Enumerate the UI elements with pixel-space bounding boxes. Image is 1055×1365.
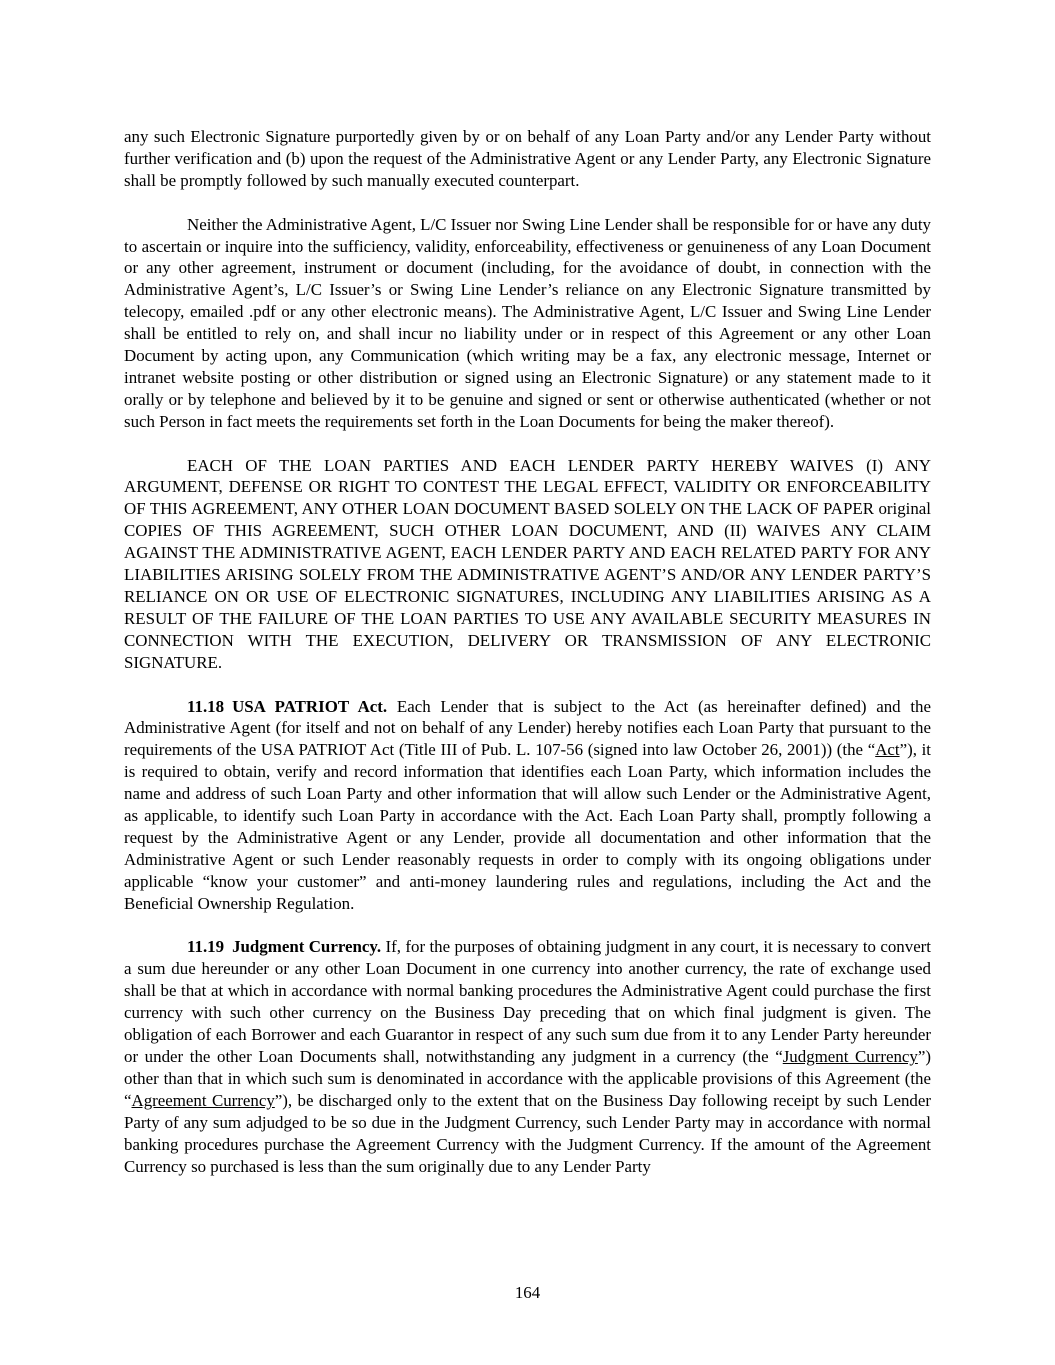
defined-term-act: Act — [875, 740, 900, 760]
section-number: 11.19 — [187, 937, 225, 957]
section-number: 11.18 — [187, 696, 225, 716]
section-text: Each Lender that is subject to the Act (as hereinafter defined) and the Administrative Agent (for itself and not on behalf of any Lender) hereby notifies each Loan Party that pursuant to the requirements of the USA PATRIOT Act (Title III of Pub. L. 107-56 (signed into law October 26, 2001)) (the “ — [124, 696, 931, 760]
paragraph-waiver — [124, 455, 931, 674]
document-page — [124, 126, 931, 1199]
section-text: ”), it is required to obtain, verify and record information that identifies each Loan Party, which information includes the name and address of such Loan Party and other information that will allow such Lender or the Administrative Agent, as applicable, to identify such Loan Party in accordance with the Act. Each Loan Party shall, promptly following a request by the Administrative Agent or any Lender, provide all documentation and other information that the Administrative Agent or such Lender reasonably requests in order to comply with its ongoing obligations under applicable “know your customer” and anti-money laundering rules and regulations, including the Act and the Beneficial Ownership Regulation. — [124, 740, 931, 913]
paragraph-text: any such Electronic Signature purportedly given by or on behalf of any Loan Party and/or any Lender Party without further verification and (b) upon the request of the Administrative Agent or any Lender Party, any Electronic Signature shall be promptly followed by such manually executed counterpart. — [124, 127, 931, 190]
section-text: ”) other than that in which such sum is denominated in accordance with the applicable provisions of this Agreement (the “ — [124, 1047, 931, 1110]
paragraph-text: EACH OF THE LOAN PARTIES AND EACH LENDER PARTY HEREBY WAIVES (I) ANY ARGUMENT, DEFENSE OR RIGHT TO CONTEST THE LEGAL EFFECT, VALIDITY OR ENFORCEABILITY OF THIS AGREEMENT, ANY OTHER LOAN DOCUMENT BASED SOLELY ON THE LACK OF PAPER original COPIES OF THIS AGREEMENT, SUCH OTHER LOAN DOCUMENT, AND (II) WAIVES ANY CLAIM AGAINST THE ADMINISTRATIVE AGENT, EACH LENDER PARTY AND EACH RELATED PARTY FOR ANY LIABILITIES ARISING SOLELY FROM THE ADMINISTRATIVE AGENT’S AND/OR ANY LENDER PARTY’S RELIANCE ON OR USE OF ELECTRONIC SIGNATURES, INCLUDING ANY LIABILITIES ARISING AS A RESULT OF THE FAILURE OF THE LOAN PARTIES TO USE ANY AVAILABLE SECURITY MEASURES IN CONNECTION WITH THE EXECUTION, DELIVERY OR TRANSMISSION OF ANY ELECTRONIC SIGNATURE. — [124, 455, 931, 672]
paragraph-agent-responsibility — [124, 214, 931, 433]
section-11-19-judgment-currency — [124, 936, 931, 1177]
section-heading: Judgment Currency. — [232, 937, 382, 957]
section-text: ”), be discharged only to the extent that on the Business Day following receipt by such Lender Party of any sum adjudged to be so due in the Judgment Currency, such Lender Party may in accordance with normal banking procedures purchase the Agreement Currency with the Judgment Currency. If the amount of the Agreement Currency so purchased is less than the sum originally due to any Lender Party — [124, 1090, 931, 1176]
paragraph-electronic-signature-continuation — [124, 126, 931, 192]
defined-term-agreement-currency: Agreement Currency — [131, 1090, 275, 1110]
page-number: 164 — [514, 1283, 541, 1302]
section-text: If, for the purposes of obtaining judgment in any court, it is necessary to convert a sum due hereunder or any other Loan Document in one currency into another currency, the rate of exchange used shall be that at which in accordance with normal banking procedures the Administrative Agent could purchase the first currency with such other currency on the Business Day preceding that on which final judgment is given. The obligation of each Borrower and each Guarantor in respect of any such sum due from it to any Lender Party hereunder or under the other Loan Documents shall, notwithstanding any judgment in a currency (the “ — [124, 937, 932, 1066]
section-heading: USA PATRIOT Act. — [232, 696, 388, 716]
paragraph-text: Neither the Administrative Agent, L/C Issuer nor Swing Line Lender shall be responsible for or have any duty to ascertain or inquire into the sufficiency, validity, enforceability, effectiveness or genuineness of any Loan Document or any other agreement, instrument or document (including, for the avoidance of doubt, in connection with the Administrative Agent’s, L/C Issuer’s or Swing Line Lender’s reliance on any Electronic Signature transmitted by telecopy, emailed .pdf or any other electronic means). The Administrative Agent, L/C Issuer and Swing Line Lender shall be entitled to rely on, and shall incur no liability under or in respect of this Agreement or any other Loan Document by acting upon, any Communication (which writing may be a fax, any electronic message, Internet or intranet website posting or other distribution or signed using an Electronic Signature) or any statement made to it orally or by telephone and believed by it to be genuine and signed or sent or otherwise authenticated (whether or not such Person in fact meets the requirements set forth in the Loan Documents for being the maker thereof). — [124, 214, 931, 431]
section-11-18-usa-patriot-act — [124, 696, 931, 915]
defined-term-judgment-currency: Judgment Currency — [782, 1047, 918, 1066]
